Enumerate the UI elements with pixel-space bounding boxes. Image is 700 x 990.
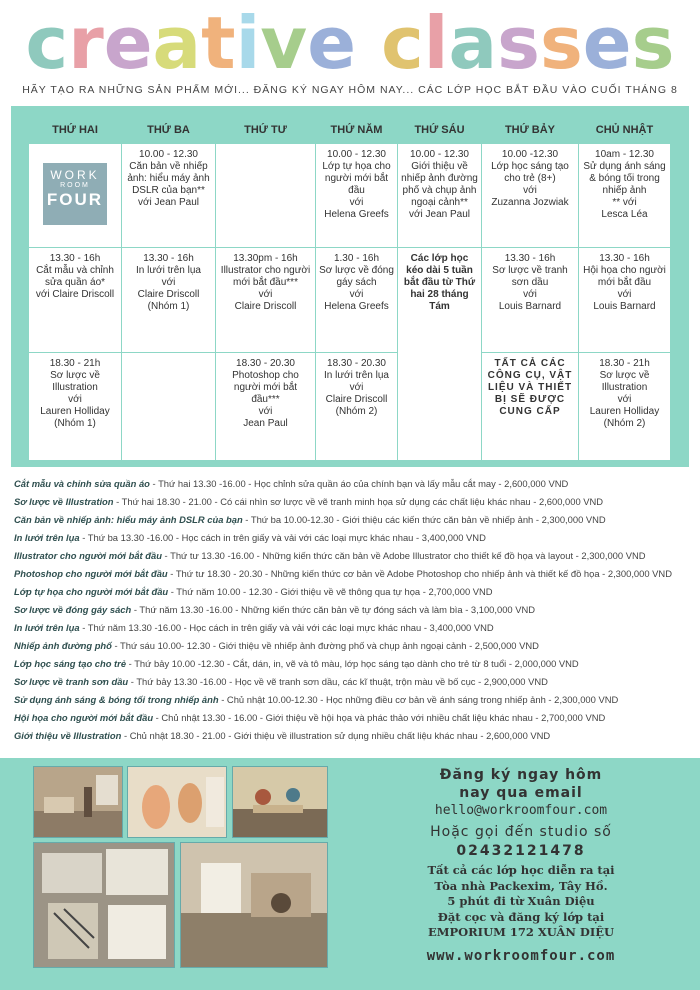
day-header: THỨ TƯ xyxy=(216,117,316,144)
day-header-row xyxy=(29,117,671,144)
class-description xyxy=(14,673,694,691)
day-header: CHỦ NHẬT xyxy=(579,117,671,144)
class-name: Sơ lược về Illustration xyxy=(14,496,114,507)
class-name: Illustrator cho người mới bắt đầu xyxy=(14,550,162,561)
title-letter: c xyxy=(25,1,69,85)
title-letter: i xyxy=(235,1,261,85)
class-detail: - Chủ nhật 18.30 - 21.00 - Giới thiệu về illustration sử dụng nhiều chất liệu khác nhau - 2,600,000 VND xyxy=(121,730,551,741)
class-cell: 10.00 - 12.30 Căn bản về nhiếp ảnh: hiểu máy ảnh DSLR của bạn** với Jean Paul xyxy=(122,144,216,248)
website-link[interactable]: www.workroomfour.com xyxy=(426,947,616,964)
day-header: THỨ HAI xyxy=(29,117,122,144)
studio-photo xyxy=(33,766,123,838)
class-detail: - Thứ tư 13.30 -16.00 - Những kiến thức căn bản về Adobe Illustrator cho thiết kế đồ họa và layout - 2,300,000 VND xyxy=(161,550,646,561)
day-header: THỨ SÁU xyxy=(398,117,482,144)
day-header: THỨ NĂM xyxy=(316,117,398,144)
title-letter: s xyxy=(497,1,540,85)
class-description xyxy=(14,565,694,583)
class-cell: 10.00 -12.30 Lớp học sáng tạo cho trẻ (8+) với Zuzanna Jozwiak xyxy=(482,144,579,248)
class-name: Sơ lược về tranh sơn dầu xyxy=(14,676,129,687)
title-letter: v xyxy=(260,1,308,85)
class-name: Sơ lược về đóng gáy sách xyxy=(14,604,132,615)
workroom-four-logo: WORK ROOM FOUR xyxy=(43,163,107,225)
studio-photo xyxy=(127,766,227,838)
class-name: Nhiếp ảnh đường phố xyxy=(14,640,112,651)
class-description xyxy=(14,475,694,493)
studio-photo xyxy=(180,842,328,968)
class-detail: - Thứ sáu 10.00- 12.30 - Giới thiệu về nhiếp ảnh đường phố và chụp ảnh ngoại cảnh - 2,500,000 VND xyxy=(111,640,539,651)
class-name: Sử dụng ánh sáng & bóng tối trong nhiếp ảnh xyxy=(14,694,219,705)
title-letter: e xyxy=(582,1,632,85)
class-cell: 10.00 - 12.30 Lớp tự họa cho người mới bắt đầu với Helena Greefs xyxy=(316,144,398,248)
schedule-table xyxy=(28,116,671,461)
class-description xyxy=(14,547,694,565)
class-cell: 10.00 - 12.30 Giới thiệu về nhiếp ảnh đường phố và chụp ảnh ngoại cảnh** với Jean Paul xyxy=(398,144,482,248)
class-cell: 13.30 - 16h Hội họa cho người mới bắt đầu với Louis Barnard xyxy=(579,248,671,353)
title-letter: a xyxy=(152,1,202,85)
class-detail: - Chủ nhật 13.30 - 16.00 - Giới thiệu về hội họa và phác thảo với nhiều chất liệu khác nhau - 2,700,000 VND xyxy=(153,712,606,723)
evening-row xyxy=(29,353,671,461)
class-cell: 10am - 12.30 Sử dụng ánh sáng & bóng tối trong nhiếp ảnh ** với Lesca Léa xyxy=(579,144,671,248)
title-letter: r xyxy=(68,1,104,85)
class-description xyxy=(14,511,694,529)
title-letter: a xyxy=(448,1,498,85)
title-letter: e xyxy=(307,1,357,85)
class-cell: 18.30 - 21h Sơ lược về Illustration với Lauren Holliday (Nhóm 2) xyxy=(579,353,671,461)
class-name: Hội họa cho người mới bắt đầu xyxy=(14,712,154,723)
class-detail: - Thứ năm 13.30 -16.00 - Những kiến thức căn bản về tự đóng sách và làm bìa - 3,100,000 VND xyxy=(131,604,536,615)
class-cell xyxy=(122,353,216,461)
title-letter: l xyxy=(423,1,449,85)
address-line: Tất cả các lớp học diễn ra tại xyxy=(427,863,615,877)
class-cell: 18.30 - 20.30 Photoshop cho người mới bắt đầu*** với Jean Paul xyxy=(216,353,316,461)
class-detail: - Thứ ba 13.30 -16.00 - Học cách in trên giấy và vải với các loại mực khác nhau - 3,400,000 VND xyxy=(79,532,486,543)
class-name: In lưới trên lụa xyxy=(14,622,80,633)
title-letter: c xyxy=(381,1,424,85)
course-duration-note: Các lớp học kéo dài 5 tuần bắt đầu từ Thứ hai 28 tháng Tám xyxy=(398,248,482,461)
class-name: Lớp tự họa cho người mới bắt đầu xyxy=(14,586,169,597)
address-line: 5 phút đi từ Xuân Diệu xyxy=(447,894,595,908)
call-text: Hoặc gọi đến studio số xyxy=(430,824,612,840)
phone-number[interactable]: 02432121478 xyxy=(456,843,586,859)
class-cell: 1.30 - 16h Sơ lược về đóng gáy sách với Helena Greefs xyxy=(316,248,398,353)
class-description xyxy=(14,691,694,709)
morning-row xyxy=(29,144,671,248)
email-link[interactable]: hello@workroomfour.com xyxy=(434,803,608,818)
class-name: Cắt mẫu và chỉnh sửa quần áo xyxy=(14,478,150,489)
studio-photo xyxy=(232,766,328,838)
class-detail: - Thứ bảy 13.30 -16.00 - Học về vẽ tranh sơn dầu, các kĩ thuật, trộn màu về bố cục - 2,900,000 VND xyxy=(128,676,548,687)
day-header: THỨ BẢY xyxy=(482,117,579,144)
class-name: Lớp học sáng tạo cho trẻ xyxy=(14,658,127,669)
class-description xyxy=(14,529,694,547)
class-description xyxy=(14,583,694,601)
class-detail: - Thứ ba 10.00-12.30 - Giới thiệu các kiến thức căn bản về nhiếp ảnh - 2,300,000 VND xyxy=(242,514,606,525)
title-letter: s xyxy=(539,1,583,85)
title-letter: e xyxy=(103,1,153,85)
class-detail: - Thứ bảy 10.00 -12.30 - Cắt, dán, in, vẽ và tô màu, lớp học sáng tạo dành cho trẻ từ 8 tuổi - 2,000,000 VND xyxy=(126,658,579,669)
class-description xyxy=(14,727,694,745)
title-letter: s xyxy=(631,1,675,85)
register-heading: Đăng ký ngay hôm xyxy=(439,767,603,783)
address-line: Tòa nhà Packexim, Tây Hồ. xyxy=(434,878,608,893)
class-description xyxy=(14,709,694,727)
class-description xyxy=(14,619,694,637)
class-detail: - Thứ năm 13.30 -16.00 - Học cách in trên giấy và vải với các loại mực khác nhau - 3,400,000 VND xyxy=(79,622,494,633)
class-detail: - Chủ nhật 10.00-12.30 - Học những điều cơ bản về ánh sáng trong nhiếp ảnh - 2,300,000 VND xyxy=(218,694,619,705)
class-cell: 18.30 - 20.30 In lưới trên lụa với Claire Driscoll (Nhóm 2) xyxy=(316,353,398,461)
class-description xyxy=(14,637,694,655)
tagline: HÃY TẠO RA NHỮNG SẢN PHẨM MỚI... ĐĂNG KÝ NGAY HÔM NAY... CÁC LỚP HỌC BẮT ĐẦU VÀO CUỐI THÁNG 8 xyxy=(22,84,678,96)
address-line: EMPORIUM 172 XUÂN DIỆU xyxy=(427,925,615,939)
class-detail: - Thứ hai 13.30 -16.00 - Học chỉnh sửa quần áo của chính bạn và lấy mẫu cắt may - 2,600,000 VND xyxy=(149,478,569,489)
register-heading: nay qua email xyxy=(459,785,583,801)
afternoon-row xyxy=(29,248,671,353)
class-cell: 13.30 - 16h Cắt mẫu và chỉnh sửa quần áo* với Claire Driscoll xyxy=(29,248,122,353)
class-cell: 13.30 - 16h In lưới trên lụa với Claire Driscoll (Nhóm 1) xyxy=(122,248,216,353)
class-name: In lưới trên lụa xyxy=(14,532,80,543)
class-descriptions xyxy=(14,475,694,745)
contact-block xyxy=(352,766,690,965)
schedule-panel xyxy=(11,106,689,467)
class-cell xyxy=(216,144,316,248)
class-cell: 13.30 - 16h Sơ lược về tranh sơn dầu với Louis Barnard xyxy=(482,248,579,353)
class-name: Photoshop cho người mới bắt đầu xyxy=(14,568,168,579)
class-name: Căn bản về nhiếp ảnh: hiểu máy ảnh DSLR của bạn xyxy=(14,514,243,525)
poster-title xyxy=(0,1,700,85)
title-letter xyxy=(356,6,381,80)
class-description xyxy=(14,493,694,511)
class-detail: - Thứ năm 10.00 - 12.30 - Giới thiệu về vẽ thông qua tự họa - 2,700,000 VND xyxy=(168,586,493,597)
class-description xyxy=(14,655,694,673)
class-cell: 13.30pm - 16h Illustrator cho người mới bắt đầu*** với Claire Driscoll xyxy=(216,248,316,353)
class-description xyxy=(14,601,694,619)
class-detail: - Thứ hai 18.30 - 21.00 - Có cái nhìn sơ lược về vẽ tranh minh họa sử dụng các chất liệu khác nhau - 2,600,000 VND xyxy=(113,496,604,507)
title-letter: t xyxy=(201,1,236,85)
address-line: Đặt cọc và đăng ký lớp tại xyxy=(437,909,605,924)
materials-note: TẤT CẢ CÁC CÔNG CỤ, VẬT LIỆU VÀ THIẾT BỊ SẼ ĐƯỢC CUNG CẤP xyxy=(482,353,579,461)
studio-photo xyxy=(33,842,175,968)
logo-cell xyxy=(29,144,122,248)
class-name: Giới thiệu về Illustration xyxy=(14,730,122,741)
class-cell: 18.30 - 21h Sơ lược về Illustration với Lauren Holliday (Nhóm 1) xyxy=(29,353,122,461)
class-detail: - Thứ tư 18.30 - 20.30 - Những kiến thức cơ bản về Adobe Photoshop cho nhiếp ảnh và thiết kế đồ họa - 2,300,000 VND xyxy=(167,568,672,579)
day-header: THỨ BA xyxy=(122,117,216,144)
